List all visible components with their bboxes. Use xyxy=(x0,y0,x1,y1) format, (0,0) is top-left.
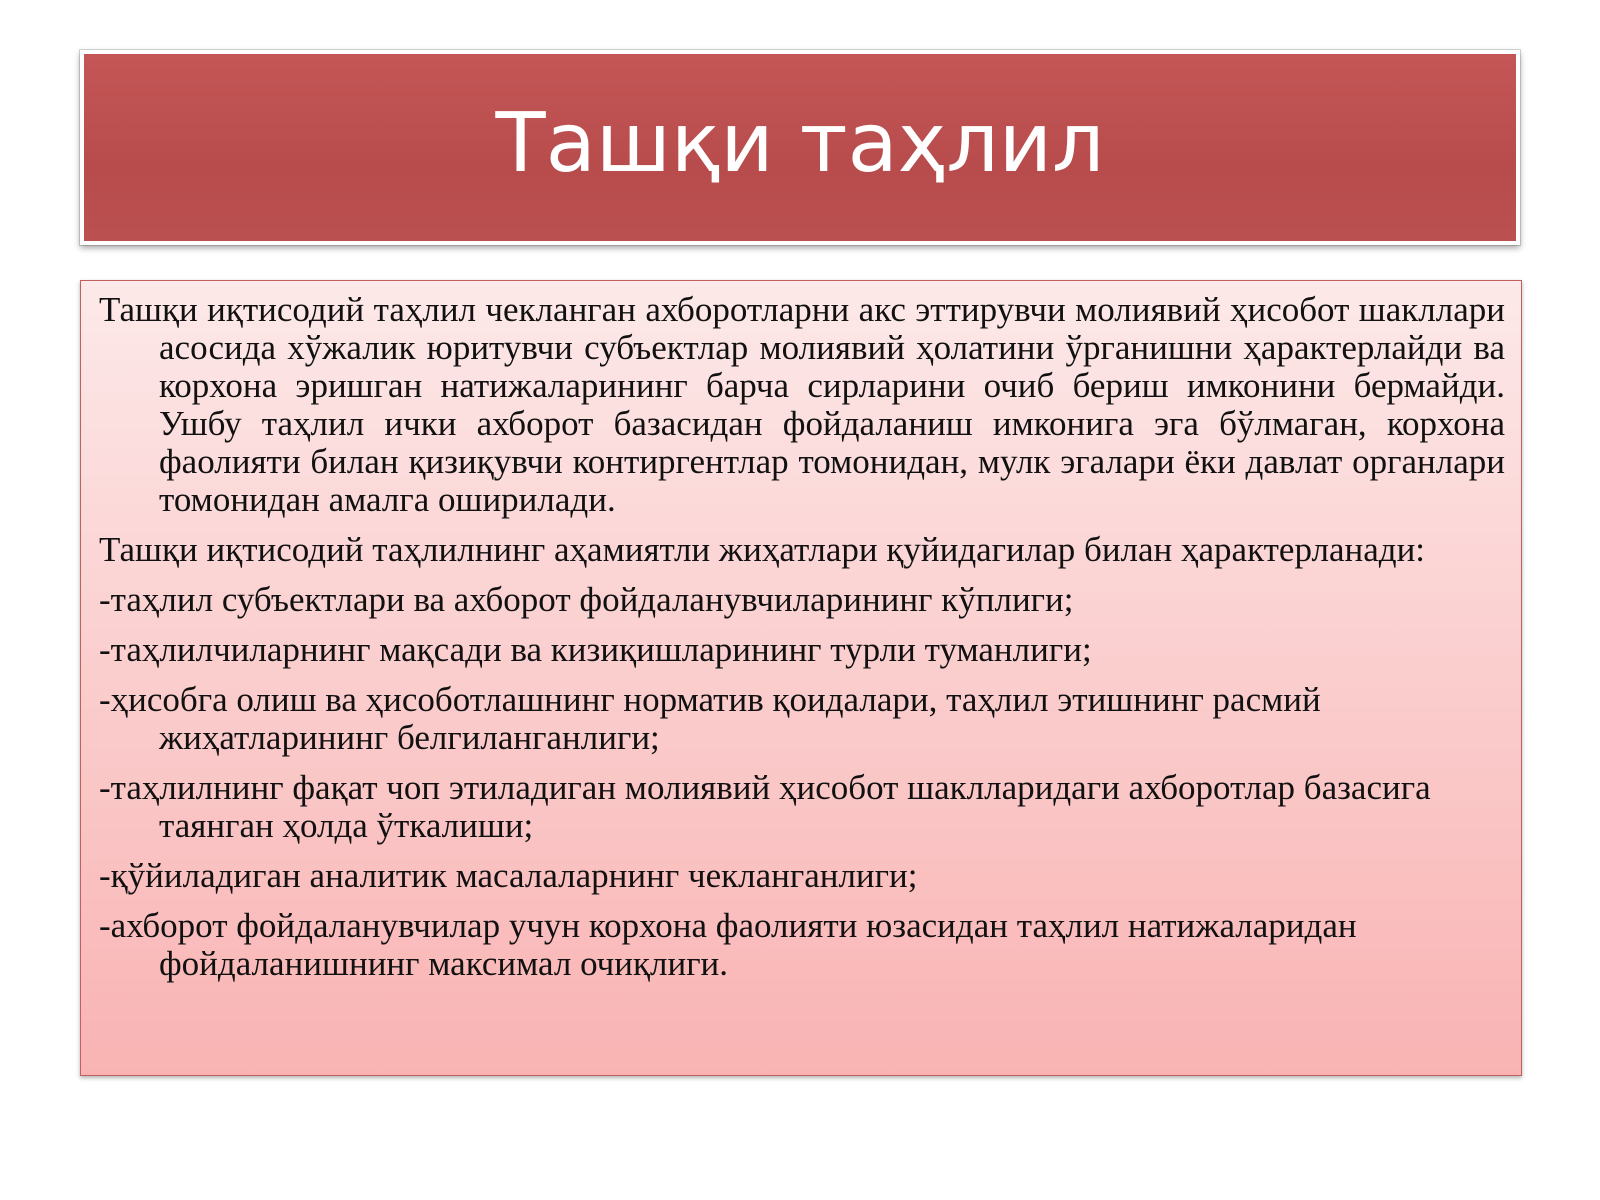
list-item: -қўйиладиган аналитик масалаларнинг чекланганлиги; xyxy=(99,856,918,895)
slide-title: Ташқи таҳлил xyxy=(495,95,1105,191)
paragraph-intro: Ташқи иқтисодий таҳлил чекланган ахборотларни акс эттирувчи молиявий ҳисобот шакллари асосида хўжалик юритувчи субъектлар молиявий ҳолатини ўрганишни ҳарактерлайди ва корхона эришган натижаларининг барча сирларини очиб бериш имконини бермайди. Ушбу таҳлил ички ахборот базасидан фойдаланиш имконига эга бўлмаган, корхона фаолияти билан қизиқувчи контиргентлар томонидан, мулк эгалари ёки давлат органлари томонидан амалга оширилади. xyxy=(99,290,1505,519)
list-item: -таҳлилчиларнинг мақсади ва кизиқишларининг турли туманлиги; xyxy=(99,630,1092,669)
list-item: -таҳлилнинг фақат чоп этиладиган молиявий ҳисобот шаклларидаги ахборотлар базасига таянган ҳолда ўткалиши; xyxy=(99,768,1431,845)
title-banner xyxy=(80,50,1520,245)
content-panel xyxy=(80,280,1522,1076)
list-item: -таҳлил субъектлари ва ахборот фойдаланувчиларининг кўплиги; xyxy=(99,580,1074,619)
list-item: -ахборот фойдаланувчилар учун корхона фаолияти юзасидан таҳлил натижаларидан фойдаланишнинг максимал очиқлиги. xyxy=(99,906,1357,983)
list-item: -ҳисобга олиш ва ҳисоботлашнинг норматив қоидалари, таҳлил этишнинг расмий жиҳатларининг белгиланганлиги; xyxy=(99,680,1321,757)
paragraph-heading: Ташқи иқтисодий таҳлилнинг аҳамиятли жиҳатлари қуйидагилар билан ҳарактерланади: xyxy=(99,530,1426,569)
